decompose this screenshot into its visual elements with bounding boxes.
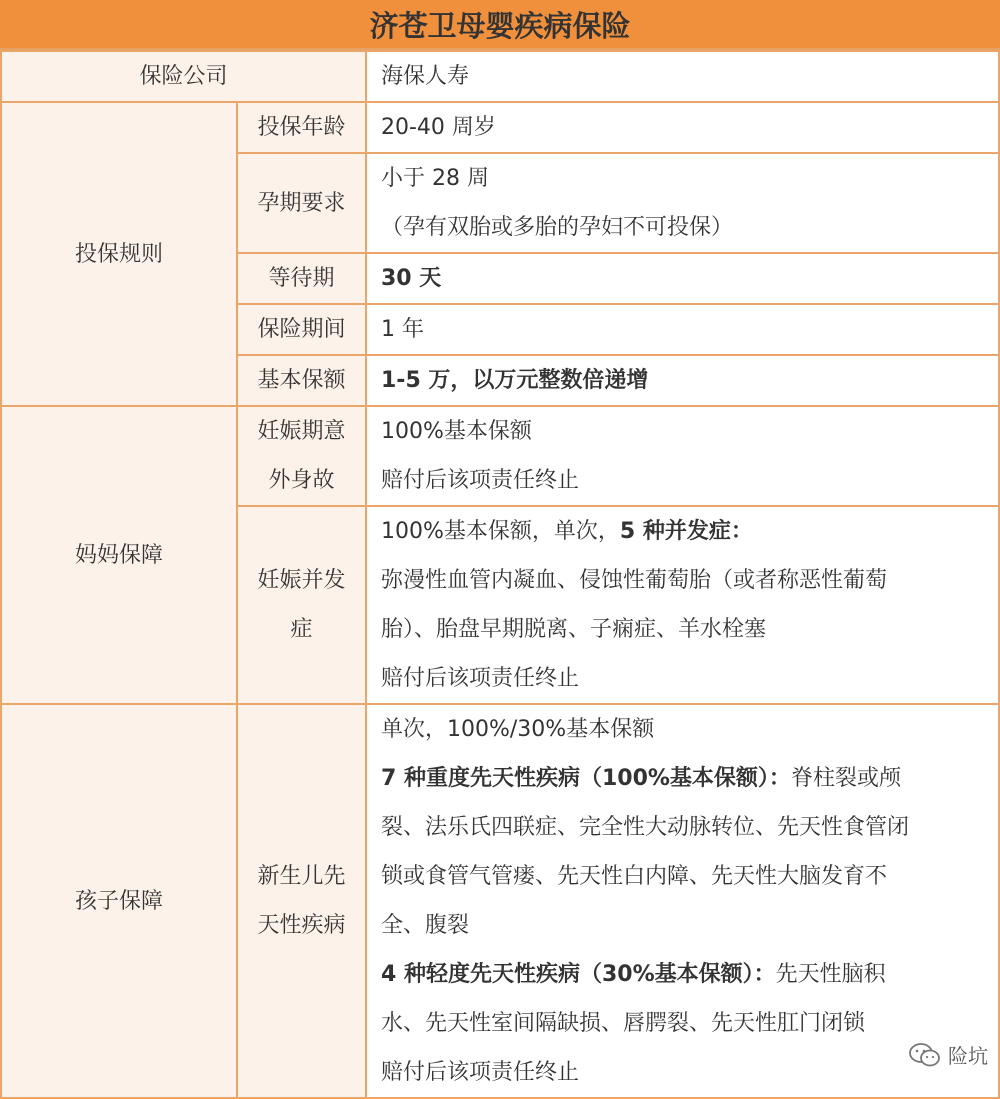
rule-label: 投保年龄	[237, 102, 366, 153]
rule-value	[366, 304, 999, 355]
rule-value	[366, 153, 999, 253]
child-label: 孩子保障	[1, 704, 237, 1098]
watermark-text: 险坑	[948, 1044, 988, 1068]
value-line: 单次，100%/30%基本保额	[381, 717, 655, 742]
rule-value-line: 20-40 周岁	[381, 115, 496, 140]
mom-accident-value	[366, 406, 999, 506]
label-line: 妊娠期意	[257, 419, 346, 444]
rule-value	[366, 355, 999, 406]
table-row	[1, 704, 999, 1098]
table-title: 济苍卫母婴疾病保险	[0, 0, 1000, 50]
value-text: 先天性脑积	[775, 962, 886, 987]
value-line: 弥漫性血管内凝血、侵蚀性葡萄胎（或者称恶性葡萄	[381, 568, 888, 593]
value-text: 100%基本保额，单次，	[381, 519, 620, 544]
table-row-company	[1, 51, 999, 102]
label-line: 天性疾病	[257, 913, 346, 938]
mom-accident-label	[237, 406, 366, 506]
rules-label: 投保规则	[1, 102, 237, 406]
table-row	[1, 102, 999, 153]
rule-value-line: 1-5 万，以万元整数倍递增	[381, 368, 649, 393]
label-line: 外身故	[268, 468, 335, 493]
mom-label: 妈妈保障	[1, 406, 237, 704]
value-line: 胎）、胎盘早期脱离、子痫症、羊水栓塞	[381, 617, 767, 642]
label-line: 新生儿先	[257, 864, 346, 889]
label-line: 症	[290, 617, 313, 642]
rule-label: 等待期	[237, 253, 366, 304]
company-value: 海保人寿	[366, 51, 999, 102]
wechat-icon	[908, 1042, 942, 1068]
company-label: 保险公司	[1, 51, 366, 102]
value-line	[381, 754, 990, 803]
value-line	[381, 950, 990, 999]
label-line: 妊娠并发	[257, 568, 346, 593]
value-line: 全、腹裂	[381, 913, 470, 938]
mom-complication-label	[237, 506, 366, 704]
table-row	[1, 406, 999, 506]
rule-value-line: 小于 28 周	[381, 166, 489, 191]
child-value	[366, 704, 999, 1098]
value-emphasis: 7 种重度先天性疾病（100%基本保额）：	[381, 766, 791, 791]
rule-label: 基本保额	[237, 355, 366, 406]
value-line: 水、先天性室间隔缺损、唇腭裂、先天性肛门闭锁	[381, 1011, 866, 1036]
value-line: 裂、法乐氏四联症、完全性大动脉转位、先天性食管闭	[381, 815, 910, 840]
child-sub-label	[237, 704, 366, 1098]
value-line: 赔付后该项责任终止	[381, 1060, 580, 1085]
value-emphasis: 5 种并发症：	[619, 519, 753, 544]
watermark	[908, 1040, 988, 1069]
value-line	[381, 507, 990, 556]
value-line: 100%基本保额	[381, 419, 532, 444]
value-line: 锁或食管气管瘘、先天性白内障、先天性大脑发育不	[381, 864, 888, 889]
rule-value-line: 30 天	[381, 266, 442, 291]
value-line: 赔付后该项责任终止	[381, 468, 580, 493]
rule-label: 孕期要求	[237, 153, 366, 253]
value-text: 脊柱裂或颅	[790, 766, 901, 791]
mom-complication-value	[366, 506, 999, 704]
rule-label: 保险期间	[237, 304, 366, 355]
rule-value	[366, 253, 999, 304]
rule-value	[366, 102, 999, 153]
rule-value-line: 1 年	[381, 317, 424, 342]
rule-value-line: （孕有双胎或多胎的孕妇不可投保）	[381, 215, 734, 240]
insurance-table	[0, 50, 1000, 1099]
value-emphasis: 4 种轻度先天性疾病（30%基本保额）：	[381, 962, 776, 987]
value-line: 赔付后该项责任终止	[381, 666, 580, 691]
